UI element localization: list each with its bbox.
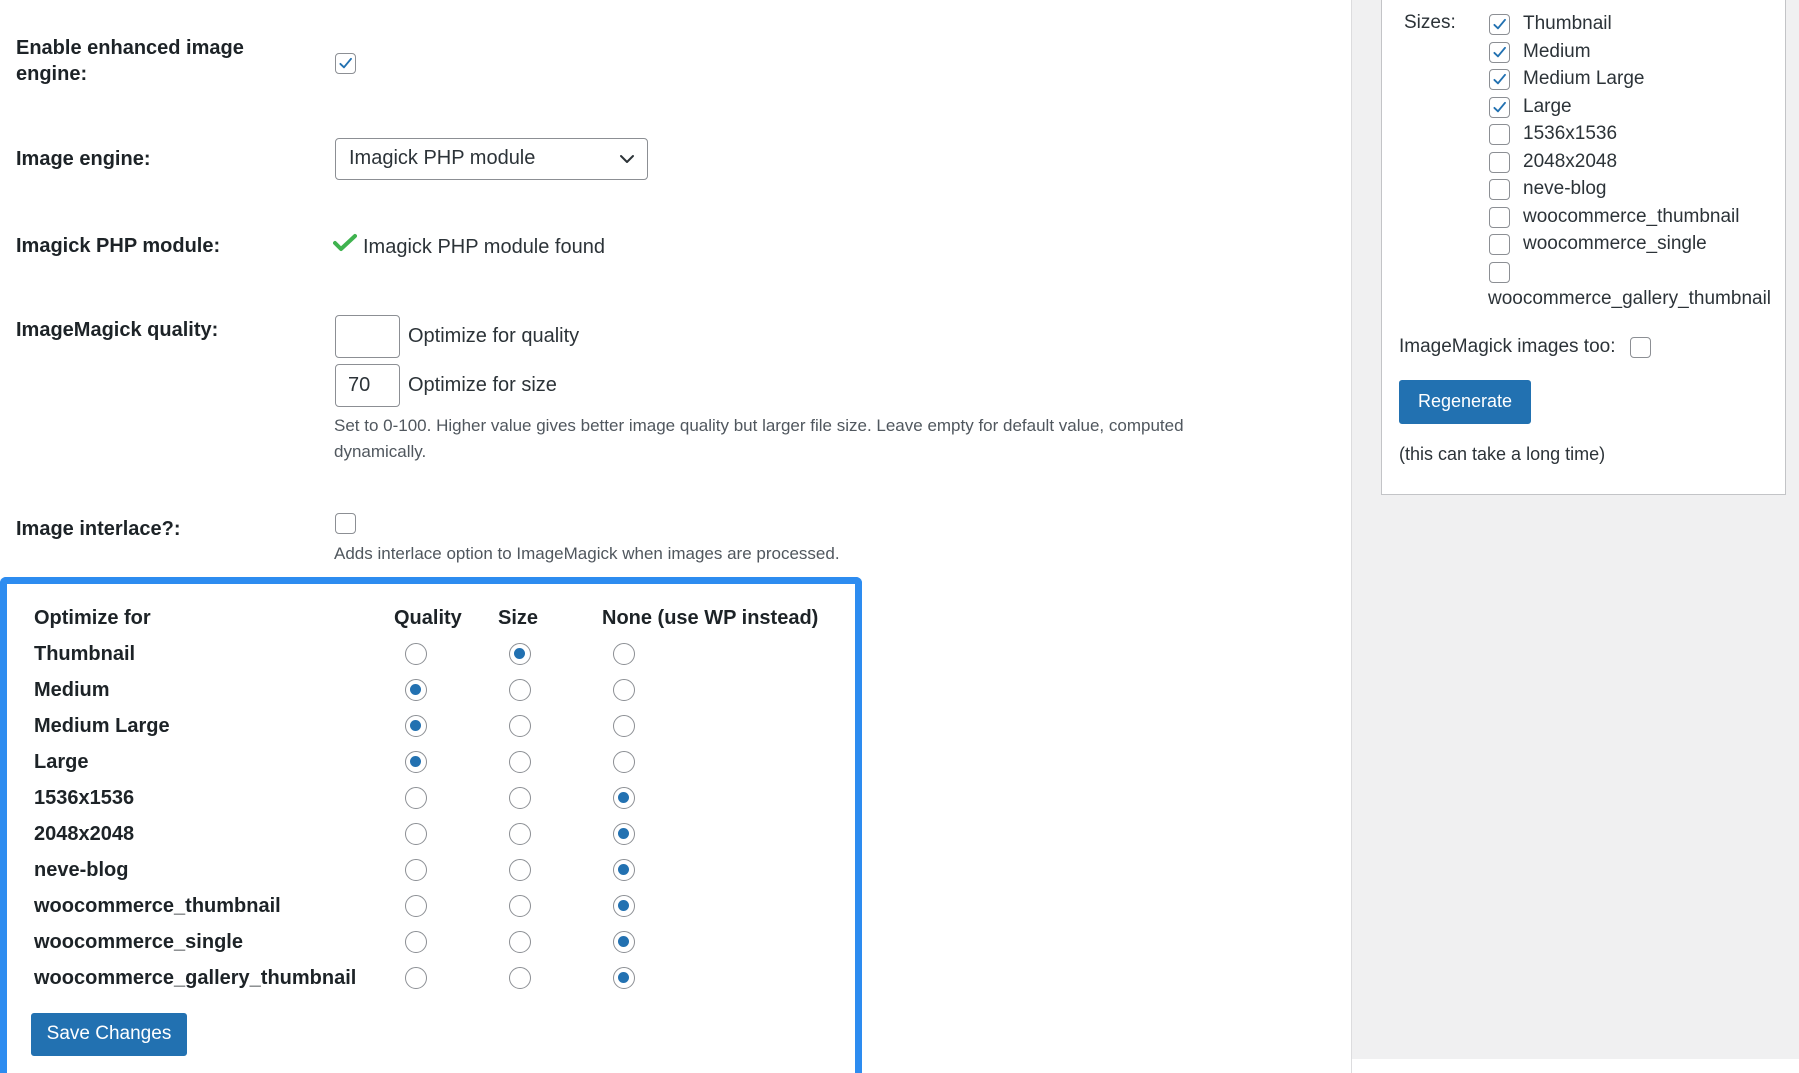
optimize-for-section bbox=[0, 577, 862, 1073]
optimize-row-label: 2048x2048 bbox=[34, 823, 135, 845]
size-checkbox[interactable] bbox=[1489, 124, 1510, 145]
radio-none[interactable] bbox=[613, 859, 635, 881]
col-header-optimize-for: Optimize for bbox=[34, 607, 151, 629]
size-label: Medium bbox=[1523, 40, 1591, 62]
radio-none[interactable] bbox=[613, 679, 635, 701]
size-checkbox[interactable] bbox=[1489, 152, 1510, 173]
save-changes-button[interactable]: Save Changes bbox=[31, 1013, 187, 1056]
radio-quality[interactable] bbox=[405, 967, 427, 989]
quality-help-line1: Set to 0-100. Higher value gives better image quality but larger file size. Leave empty for default value, computed bbox=[334, 416, 1184, 435]
size-quality-input[interactable]: 70 bbox=[335, 364, 400, 407]
size-label: woocommerce_single bbox=[1523, 233, 1707, 254]
enhanced-engine-checkbox[interactable] bbox=[335, 53, 356, 74]
checkmark-icon bbox=[1491, 71, 1508, 88]
radio-size[interactable] bbox=[509, 643, 531, 665]
size-label: woocommerce_gallery_thumbnail bbox=[1488, 287, 1772, 309]
col-header-none: None (use WP instead) bbox=[602, 607, 819, 629]
optimize-row-label: neve-blog bbox=[34, 859, 129, 881]
radio-none[interactable] bbox=[613, 931, 635, 953]
optimize-row-label: 1536x1536 bbox=[34, 787, 135, 809]
chevron-down-icon bbox=[619, 151, 635, 167]
radio-size[interactable] bbox=[509, 787, 531, 809]
quality-input[interactable] bbox=[335, 315, 400, 358]
radio-quality[interactable] bbox=[405, 895, 427, 917]
sidebar-bottom-strip bbox=[1352, 1059, 1799, 1073]
checkmark-icon bbox=[1491, 16, 1508, 33]
regenerate-panel bbox=[1381, 0, 1786, 495]
radio-quality[interactable] bbox=[405, 715, 427, 737]
optimize-row-label: Medium Large bbox=[34, 715, 170, 737]
radio-none[interactable] bbox=[613, 787, 635, 809]
size-checkbox[interactable] bbox=[1489, 14, 1510, 35]
optimize-row-label: woocommerce_gallery_thumbnail bbox=[34, 967, 357, 989]
imagemagick-quality-label: ImageMagick quality: bbox=[16, 319, 219, 341]
radio-size[interactable] bbox=[509, 823, 531, 845]
size-checkbox[interactable] bbox=[1489, 207, 1510, 228]
col-header-quality: Quality bbox=[394, 607, 462, 629]
radio-quality[interactable] bbox=[405, 859, 427, 881]
size-checkbox[interactable] bbox=[1489, 234, 1510, 255]
optimize-row-label: Thumbnail bbox=[34, 643, 136, 665]
image-interlace-checkbox[interactable] bbox=[335, 513, 356, 534]
sizes-label: Sizes: bbox=[1404, 12, 1456, 33]
interlace-help: Adds interlace option to ImageMagick when images are processed. bbox=[334, 544, 840, 563]
size-label: 1536x1536 bbox=[1523, 123, 1618, 144]
size-label: Large bbox=[1523, 95, 1572, 117]
radio-size[interactable] bbox=[509, 859, 531, 881]
size-checkbox[interactable] bbox=[1489, 42, 1510, 63]
imagick-module-label: Imagick PHP module: bbox=[16, 235, 221, 257]
radio-quality[interactable] bbox=[405, 679, 427, 701]
radio-size[interactable] bbox=[509, 931, 531, 953]
radio-quality[interactable] bbox=[405, 643, 427, 665]
optimize-size-label: Optimize for size bbox=[408, 374, 557, 396]
radio-size[interactable] bbox=[509, 715, 531, 737]
checkmark-icon bbox=[1491, 44, 1508, 61]
radio-none[interactable] bbox=[613, 895, 635, 917]
radio-quality[interactable] bbox=[405, 787, 427, 809]
image-interlace-label: Image interlace?: bbox=[16, 518, 181, 540]
size-checkbox[interactable] bbox=[1489, 262, 1510, 283]
optimize-row-label: Large bbox=[34, 751, 89, 773]
checkmark-icon bbox=[1491, 99, 1508, 116]
size-label: 2048x2048 bbox=[1523, 150, 1618, 172]
regenerate-button[interactable]: Regenerate bbox=[1399, 380, 1531, 424]
size-label: Medium Large bbox=[1523, 68, 1645, 89]
optimize-quality-label: Optimize for quality bbox=[408, 325, 580, 347]
image-engine-value: Imagick PHP module bbox=[349, 147, 536, 169]
radio-size[interactable] bbox=[509, 679, 531, 701]
radio-quality[interactable] bbox=[405, 823, 427, 845]
image-engine-select[interactable] bbox=[335, 138, 648, 180]
success-check-icon bbox=[333, 233, 357, 253]
radio-quality[interactable] bbox=[405, 751, 427, 773]
radio-none[interactable] bbox=[613, 643, 635, 665]
size-checkbox[interactable] bbox=[1489, 69, 1510, 90]
radio-quality[interactable] bbox=[405, 931, 427, 953]
radio-none[interactable] bbox=[613, 715, 635, 737]
imagemagick-too-label: ImageMagick images too: bbox=[1399, 336, 1616, 357]
regenerate-note: (this can take a long time) bbox=[1399, 444, 1606, 464]
optimize-row-label: woocommerce_single bbox=[34, 931, 243, 953]
optimize-row-label: woocommerce_thumbnail bbox=[34, 895, 281, 917]
col-header-size: Size bbox=[498, 607, 539, 629]
radio-none[interactable] bbox=[613, 751, 635, 773]
imagick-module-status: Imagick PHP module found bbox=[363, 236, 605, 258]
radio-size[interactable] bbox=[509, 967, 531, 989]
size-label: woocommerce_thumbnail bbox=[1523, 205, 1740, 227]
size-label: Thumbnail bbox=[1523, 13, 1612, 34]
quality-help-line2: dynamically. bbox=[334, 442, 427, 461]
radio-size[interactable] bbox=[509, 751, 531, 773]
radio-none[interactable] bbox=[613, 967, 635, 989]
optimize-row-label: Medium bbox=[34, 679, 110, 701]
radio-none[interactable] bbox=[613, 823, 635, 845]
image-engine-label: Image engine: bbox=[16, 148, 151, 170]
imagemagick-too-checkbox[interactable] bbox=[1630, 337, 1651, 358]
size-checkbox[interactable] bbox=[1489, 179, 1510, 200]
checkmark-icon bbox=[337, 55, 354, 72]
size-checkbox[interactable] bbox=[1489, 97, 1510, 118]
radio-size[interactable] bbox=[509, 895, 531, 917]
size-label: neve-blog bbox=[1523, 178, 1607, 199]
enhanced-engine-label: Enable enhanced image engine: bbox=[16, 37, 244, 85]
